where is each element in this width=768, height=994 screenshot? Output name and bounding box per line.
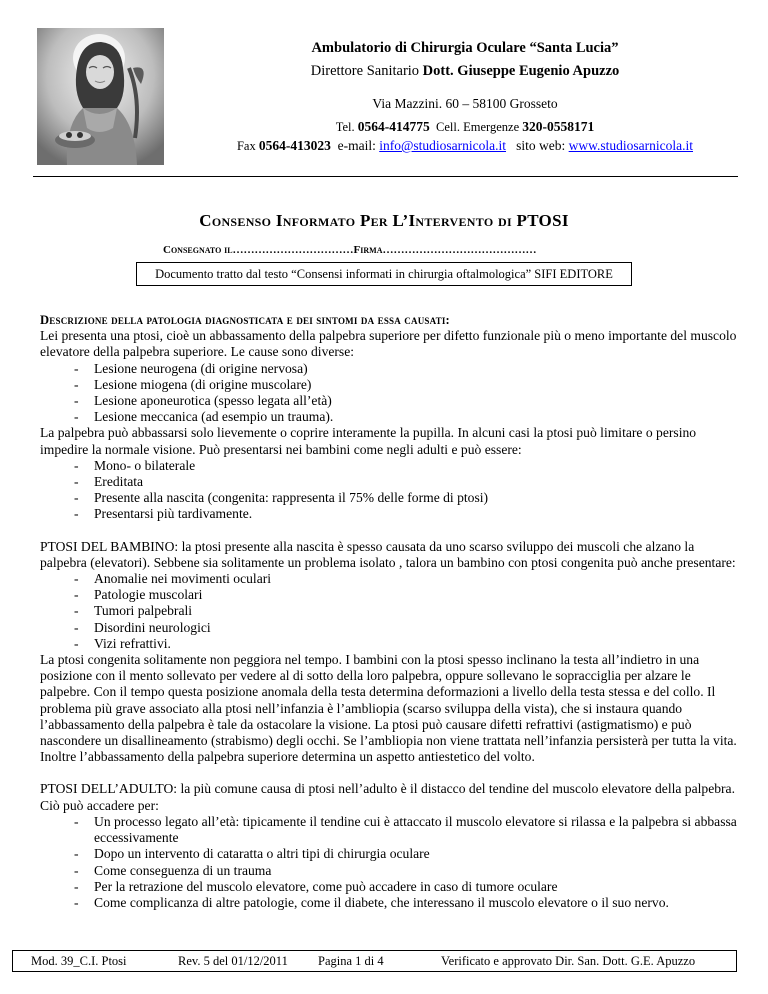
footer-module: Mod. 39_C.I. Ptosi — [31, 954, 127, 968]
address: Via Mazzini. 60 – 58100 Grosseto — [372, 96, 558, 111]
section1-intro: Lei presenta una ptosi, cioè un abbassamento della palpebra superiore per difetto funzionale più o meno importante del muscolo elevatore della palpebra superiore. Le cause sono diverse: — [40, 328, 737, 360]
title-word-2: Informato — [275, 211, 360, 230]
list-item: - Mono- o bilaterale — [40, 458, 740, 474]
page-footer — [12, 950, 737, 972]
firma-dots: …………………………………… — [382, 244, 537, 256]
director-line — [180, 63, 750, 80]
email-label: e-mail: — [337, 138, 380, 153]
list-item: - Tumori palpebrali — [40, 603, 740, 619]
delivery-signature-line — [163, 244, 536, 256]
footer-approval: Verificato e approvato Dir. San. Dott. G.E. Apuzzo — [441, 954, 696, 968]
firma-label: Firma — [353, 244, 383, 256]
list-item: - Disordini neurologici — [40, 620, 740, 636]
cell-number: 320-0558171 — [522, 119, 595, 134]
list-item: - Anomalie nei movimenti oculari — [40, 571, 740, 587]
document-body — [40, 312, 740, 911]
document-title — [0, 211, 768, 231]
list-item: - Vizi refrattivi. — [40, 636, 740, 652]
section-heading: Descrizione della patologia diagnosticata e dei sintomi da essa causati: — [40, 313, 450, 327]
tel-number: 0564-414775 — [357, 119, 430, 134]
cell-label: Cell. Emergenze — [436, 120, 523, 134]
tel-label: Tel. — [335, 120, 358, 134]
footer-page-number: Pagina 1 di 4 — [318, 954, 384, 968]
contact-line — [180, 138, 750, 154]
section1-paragraph: La palpebra può abbassarsi solo lievemente o coprire interamente la pupilla. In alcuni casi la ptosi può limitare o persino impedire la normale visione. Può presentarsi nei bambini come negli adulti e può essere: — [40, 425, 697, 457]
list-item: - Lesione miogena (di origine muscolare) — [40, 377, 740, 393]
santa-lucia-portrait — [37, 28, 164, 165]
list-item: - Presente alla nascita (congenita: rappresenta il 75% delle forme di ptosi) — [40, 490, 740, 506]
child-ptosis-paragraph: La ptosi congenita solitamente non peggiora nel tempo. I bambini con la ptosi spesso inclinano la testa all’indietro in una posizione con il mento sollevato per vedere al di sotto della loro palpebra, oppure sollevano le sopracciglia per alzare le palpebre. Con il tempo questa posizione anomala della testa determina deformazioni a livello della testa stessa e del collo. Il problema più grave associato alla ptosi nell’infanzia è l’ambliopia (scarso sviluppa della vista), che si instaura quando l’abbassamento della palpebra è tale da ostacolare la visione. La ptosi può causare difetti refrattivi (astigmatismo) e può nascondere un disallineamento (strabismo) degli occhi. Se l’ambliopia non viene trattata nell’infanzia persisterà per tutta la vita. Inoltre l’abbassamento della palpebra superiore determina un aspetto antiestetico del volto. — [40, 652, 737, 765]
header-divider — [33, 176, 738, 177]
list-item: - Lesione meccanica (ad esempio un trauma). — [40, 409, 740, 425]
clinic-name: Ambulatorio di Chirurgia Oculare “Santa Lucia” — [311, 40, 619, 56]
adult-ptosis-list — [40, 814, 740, 911]
list-item: - Come conseguenza di un trauma — [40, 863, 740, 879]
director-prefix: Direttore Sanitario — [310, 63, 423, 79]
title-word-5: PTOSI — [516, 211, 569, 230]
consegnato-dots: …………………………… — [232, 244, 354, 256]
consegnato-label: Consegnato il — [163, 244, 233, 256]
title-word-4: L’Intervento di — [392, 211, 517, 230]
footer-revision: Rev. 5 del 01/12/2011 — [178, 954, 288, 968]
list-item: - Ereditata — [40, 474, 740, 490]
list-item: - Per la retrazione del muscolo elevatore, come può accadere in caso di tumore oculare — [40, 879, 740, 895]
phone-line — [180, 119, 750, 135]
list-item: - Lesione aponeurotica (spesso legata all’età) — [40, 393, 740, 409]
list-item: - Patologie muscolari — [40, 587, 740, 603]
list-item: - Come complicanza di altre patologie, come il diabete, che interessano il muscolo elevatore o il suo nervo. — [40, 895, 740, 911]
list-item: - Un processo legato all’età: tipicamente il tendine cui è attaccato il muscolo elevatore si rilassa e la palpebra si abbassa eccessivamente — [40, 814, 740, 846]
title-word-1: Consenso — [199, 211, 276, 230]
director-name: Dott. Giuseppe Eugenio Apuzzo — [422, 63, 620, 79]
email-link[interactable]: info@studiosarnicola.it — [379, 138, 507, 153]
types-list — [40, 458, 740, 523]
causes-list — [40, 361, 740, 426]
list-item: - Lesione neurogena (di origine nervosa) — [40, 361, 740, 377]
website-link[interactable]: www.studiosarnicola.it — [568, 138, 693, 153]
child-ptosis-list — [40, 571, 740, 652]
web-label: sito web: — [516, 138, 569, 153]
fax-label: Fax — [236, 139, 259, 153]
adult-ptosis-intro: PTOSI DELL’ADULTO: la più comune causa di ptosi nell’adulto è il distacco del tendine del muscolo elevatore della palpebra. Ciò può accadere per: — [40, 781, 735, 813]
fax-number: 0564-413023 — [258, 138, 331, 153]
title-word-3: Per — [359, 211, 393, 230]
source-note-box: Documento tratto dal testo “Consensi informati in chirurgia oftalmologica” SIFI EDITORE — [136, 262, 632, 286]
list-item: - Presentarsi più tardivamente. — [40, 506, 740, 522]
list-item: - Dopo un intervento di cataratta o altri tipi di chirurgia oculare — [40, 846, 740, 862]
child-ptosis-intro: PTOSI DEL BAMBINO: la ptosi presente alla nascita è spesso causata da uno scarso sviluppo dei muscoli che alzano la palpebra (elevatori). Sebbene sia solitamente un problema isolato , talora un bambino con ptosi congenita può anche presentare: — [40, 538, 736, 570]
